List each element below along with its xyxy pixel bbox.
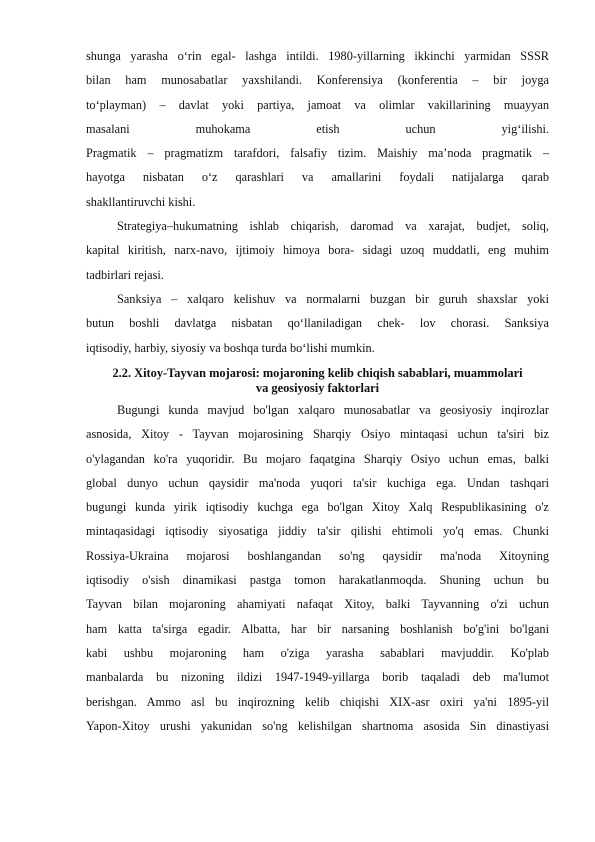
text-line: Sanksiya – xalqaro kelishuv va normalarni buzgan bir guruh shaxslar yoki [117,291,549,306]
paragraph-intro [86,44,549,360]
section-heading-line-2: va geosiyosiy faktorlari [255,381,380,395]
paragraph-bugungi [86,398,549,738]
text-line: Pragmatik – pragmatizm tarafdori, falsafiy tizim. Maishiy ma’noda pragmatik – [86,146,549,161]
text-line: masalani muhokama etish uchun yig‘ilishi. [86,121,549,136]
text-line: Bugungi kunda mavjud bo'lgan xalqaro munosabatlar va geosiyosiy inqirozlar [117,403,549,417]
text-line: mintaqasidagi iqtisodiy siyosatiga jiddiy ta'sir qilishi ehtimoli yo'q emas. Chunki [86,524,549,539]
text-line: global dunyo uchun qaysidir ma'noda yuqori ta'sir kuchiga ega. Undan tashqari [86,475,549,490]
text-line: hayotga nisbatan o‘z qarashlari va amallarini foydali natijalarga qarab [86,170,549,185]
text-line: shakllantiruvchi kishi. [86,194,196,209]
text-line: Rossiya-Ukraina mojarosi boshlangandan so'ng qaysidir ma'noda Xitoyning [86,548,549,563]
text-line: shunga yarasha o‘rin egal- lashga intildi. 1980-yillarning ikkinchi yarmidan SSSR [86,49,549,63]
text-line: o'ylagandan ko'ra yuqoridir. Bu mojaro faqatgina Sharqiy Osiyo uchun emas, balki [86,451,549,466]
text-line: kabi ushbu mojaroning ham o'ziga yarasha sabablari mavjuddir. Ko'plab [86,645,549,660]
text-line: iqtisodiy o'sish dinamikasi pastga tomon harakatlanmoqda. Shuning uchun bu [86,573,549,588]
text-line: bilan ham munosabatlar yaxshilandi. Konferensiya (konferentia – bir joyga [86,73,549,88]
section-heading-line-1: 2.2. Xitoy-Tayvan mojarosi: mojaroning kelib chiqish sabablari, muammolari [112,366,523,380]
text-line: Yapon-Xitoy urushi yakunidan so'ng kelishilgan shartnoma asosida Sin dinastiyasi [86,718,549,733]
text-line: tadbirlari rejasi. [86,267,164,282]
text-line: butun boshli davlatga nisbatan qo‘llaniladigan chek- lov chorasi. Sanksiya [86,316,549,331]
text-line: berishgan. Ammo asl bu inqirozning kelib chiqishi XIX-asr oxiri ya'ni 1895-yil [86,694,549,709]
text-line: manbalarda bu nizoning ildizi 1947-1949-yillarga borib taqaladi deb ma'lumot [86,670,549,685]
text-line: kapital kiritish, narx-navo, ijtimoiy himoya bora- sidagi uzoq muddatli, eng muhim [86,243,549,258]
section-heading [86,366,549,396]
text-line: to‘playman) – davlat yoki partiya, jamoat va olimlar vakillarining muayyan [86,97,549,112]
text-line: ham katta ta'sirga egadir. Albatta, har bir narsaning boshlanish bo'g'ini bo'lgani [86,621,549,636]
text-line: bugungi kunda yirik iqtisodiy kuchga ega bo'lgan Xitoy Xalq Respublikasining o'z [86,500,549,515]
text-line: iqtisodiy, harbiy, siyosiy va boshqa turda bo‘lishi mumkin. [86,340,375,355]
text-line: Strategiya–hukumatning ishlab chiqarish, daromad va xarajat, budjet, soliq, [117,219,549,234]
text-line: asnosida, Xitoy - Tayvan mojarosining Sharqiy Osiyo mintaqasi uchun ta'siri biz [86,427,549,442]
text-line: Tayvan bilan mojaroning ahamiyati nafaqat Xitoy, balki Tayvanning o'zi uchun [86,597,549,612]
